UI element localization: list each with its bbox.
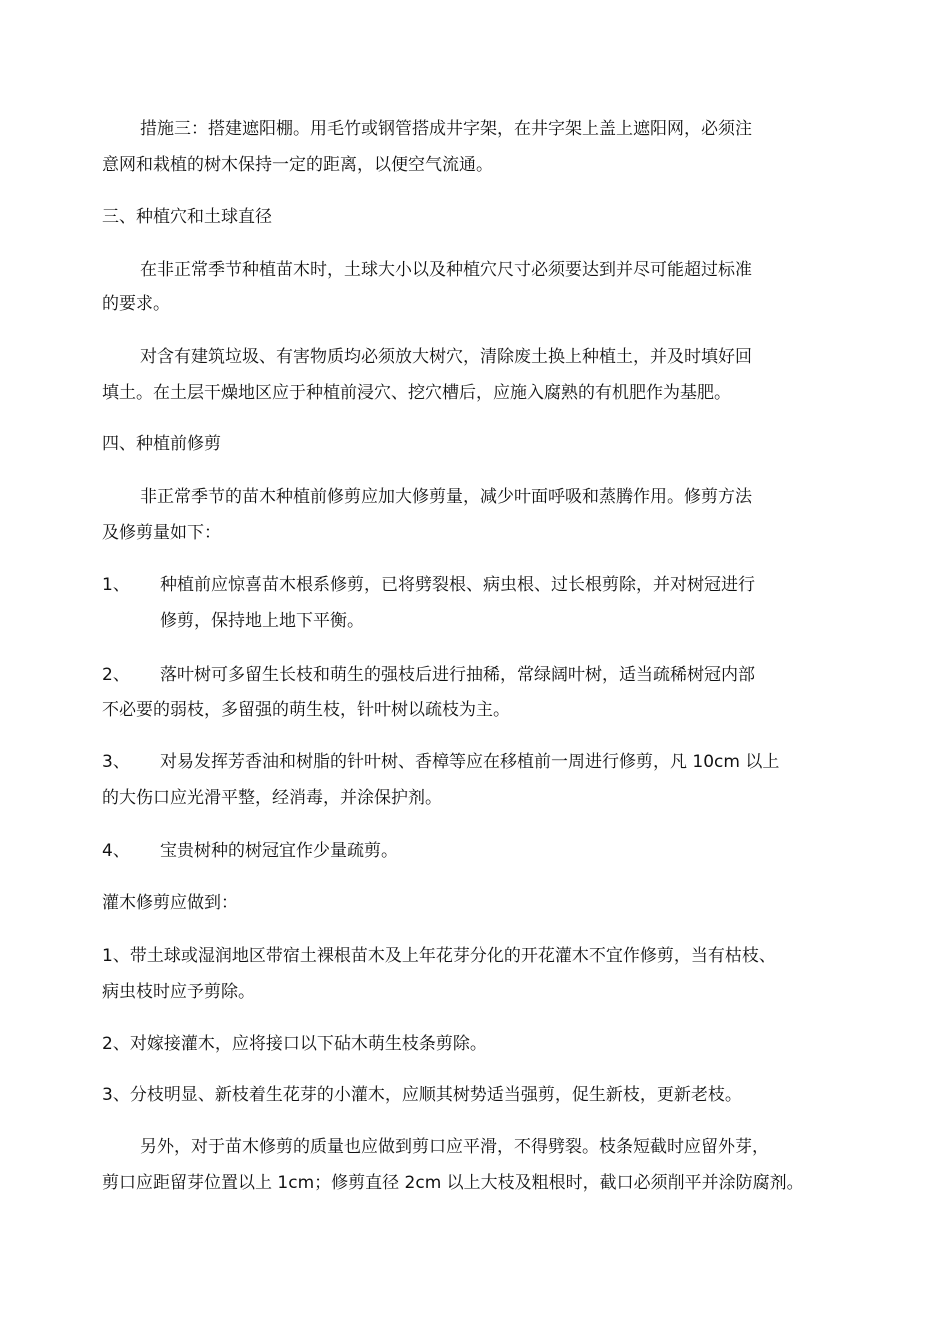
shrub-item-3: 3、分枝明显、新枝着生花芽的小灌木，应顺其树势适当强剪，促生新枝，更新老枝。 xyxy=(102,1085,742,1105)
paragraph-soil-ball-line-2: 的要求。 xyxy=(102,294,170,314)
shrub-pruning-heading: 灌木修剪应做到： xyxy=(102,893,238,913)
shrub-item-1-line-2: 病虫枝时应予剪除。 xyxy=(102,982,255,1002)
list-item-2-line-1: 落叶树可多留生长枝和萌生的强枝后进行抽稀，常绿阔叶树，适当疏稀树冠内部 xyxy=(160,665,755,685)
section-heading-three: 三、种植穴和土球直径 xyxy=(102,207,272,227)
paragraph-pruning-intro-line-1: 非正常季节的苗木种植前修剪应加大修剪量，减少叶面呼吸和蒸腾作用。修剪方法 xyxy=(140,487,752,507)
paragraph-pruning-intro-line-2: 及修剪量如下： xyxy=(102,523,221,543)
paragraph-cut-quality-line-1: 另外，对于苗木修剪的质量也应做到剪口应平滑，不得劈裂。枝条短截时应留外芽， xyxy=(140,1137,769,1157)
list-item-4-line-1: 宝贵树种的树冠宜作少量疏剪。 xyxy=(160,841,398,861)
list-number-1: 1、 xyxy=(102,575,130,595)
list-number-4: 4、 xyxy=(102,841,130,861)
paragraph-measure-three-line-2: 意网和栽植的树木保持一定的距离，以便空气流通。 xyxy=(102,155,493,175)
list-number-3: 3、 xyxy=(102,752,130,772)
paragraph-backfill-line-1: 对含有建筑垃圾、有害物质均必须放大树穴，清除废土换上种植土，并及时填好回 xyxy=(140,347,752,367)
paragraph-cut-quality-line-2: 剪口应距留芽位置以上 1cm；修剪直径 2cm 以上大枝及粗根时，截口必须削平并涂防腐剂。 xyxy=(102,1173,804,1193)
list-item-1-line-2: 修剪，保持地上地下平衡。 xyxy=(160,611,364,631)
paragraph-measure-three-line-1: 措施三：搭建遮阳棚。用毛竹或钢管搭成井字架，在井字架上盖上遮阳网，必须注 xyxy=(140,119,752,139)
list-item-3-line-1: 对易发挥芳香油和树脂的针叶树、香樟等应在移植前一周进行修剪，凡 10cm 以上 xyxy=(160,752,780,772)
shrub-item-2: 2、对嫁接灌木，应将接口以下砧木萌生枝条剪除。 xyxy=(102,1034,487,1054)
paragraph-backfill-line-2: 填土。在土层干燥地区应于种植前浸穴、挖穴槽后，应施入腐熟的有机肥作为基肥。 xyxy=(102,383,731,403)
list-number-2: 2、 xyxy=(102,665,130,685)
list-item-1-line-1: 种植前应惊喜苗木根系修剪，已将劈裂根、病虫根、过长根剪除，并对树冠进行 xyxy=(160,575,755,595)
shrub-item-1-line-1: 1、带土球或湿润地区带宿土裸根苗木及上年花芽分化的开花灌木不宜作修剪，当有枯枝、 xyxy=(102,946,776,966)
list-item-3-line-2: 的大伤口应光滑平整，经消毒，并涂保护剂。 xyxy=(102,788,442,808)
list-item-2-line-2: 不必要的弱枝，多留强的萌生枝，针叶树以疏枝为主。 xyxy=(102,700,510,720)
paragraph-soil-ball-line-1: 在非正常季节种植苗木时，土球大小以及种植穴尺寸必须要达到并尽可能超过标准 xyxy=(140,260,752,280)
section-heading-four: 四、种植前修剪 xyxy=(102,434,221,454)
